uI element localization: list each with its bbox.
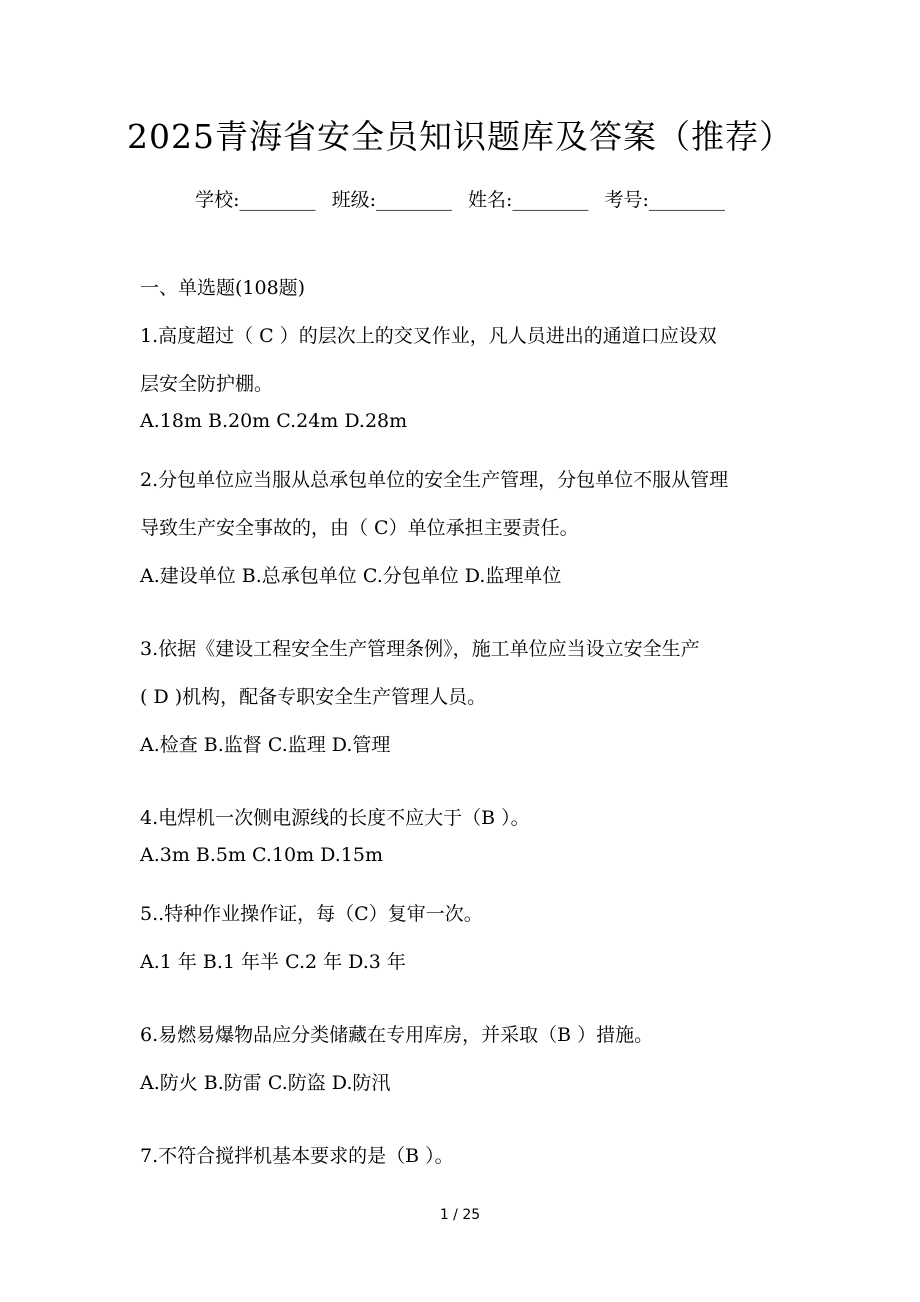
school-field: 学校:________ [195,189,316,211]
question-1-stem-line-2: 层安全防护棚。 [140,373,274,395]
question-1-options: A.18m B.20m C.24m D.28m [140,410,408,432]
question-3-stem-line-1: 3.依据《建设工程安全生产管理条例》，施工单位应当设立安全生产 [140,638,700,660]
question-3-options: A.检查 B.监督 C.监理 D.管理 [140,734,391,756]
question-2-stem-line-2: 导致生产安全事故的，由（ C）单位承担主要责任。 [140,517,579,539]
question-2-options: A.建设单位 B.总承包单位 C.分包单位 D.监理单位 [140,565,562,587]
exam-number-field: 考号:________ [604,189,725,211]
question-6-options: A.防火 B.防雷 C.防盗 D.防汛 [140,1072,391,1094]
section-heading: 一、单选题(108题) [140,277,306,299]
question-2-stem-line-1: 2.分包单位应当服从总承包单位的安全生产管理，分包单位不服从管理 [140,469,729,491]
question-4-options: A.3m B.5m C.10m D.15m [140,844,383,866]
question-5-stem: 5..特种作业操作证，每（C）复审一次。 [140,903,483,925]
page-title: 2025青海省安全员知识题库及答案（推荐） [127,117,793,156]
question-5-options: A.1 年 B.1 年半 C.2 年 D.3 年 [140,951,406,973]
student-info-line [0,182,920,218]
question-7-stem: 7.不符合搅拌机基本要求的是（B ）。 [140,1145,454,1167]
class-field: 班级:________ [331,189,452,211]
question-4-stem: 4.电焊机一次侧电源线的长度不应大于（B ）。 [140,807,530,829]
page-number: 1 / 25 [439,1207,481,1223]
name-field: 姓名:________ [468,189,589,211]
question-6-stem: 6.易燃易爆物品应分类储藏在专用库房，并采取（B ）措施。 [140,1024,654,1046]
question-3-stem-line-2: ( D )机构，配备专职安全生产管理人员。 [140,686,487,708]
question-1-stem-line-1: 1.高度超过（ C ）的层次上的交叉作业，凡人员进出的通道口应设双 [140,325,717,347]
